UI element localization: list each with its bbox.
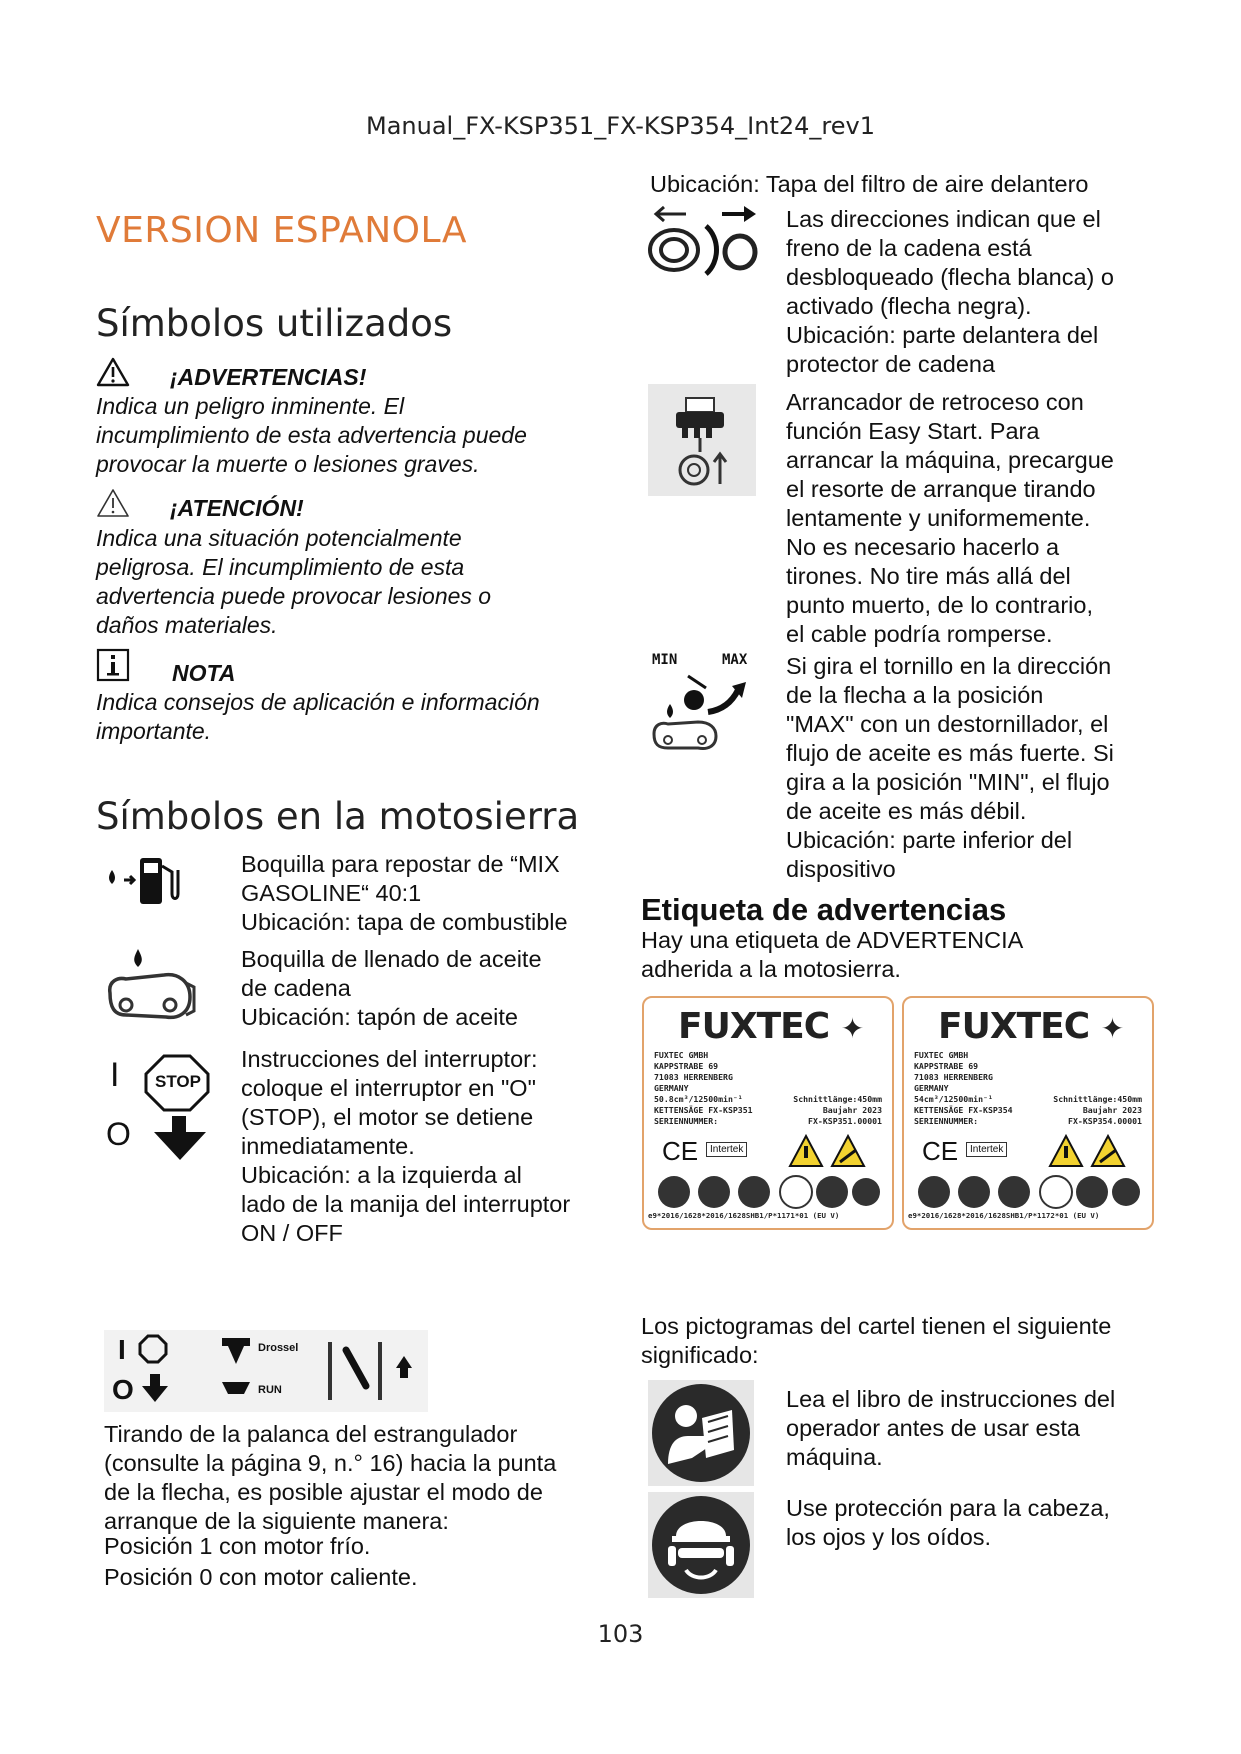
choke-on-symbol: I	[118, 1334, 126, 1365]
off-symbol: O	[106, 1116, 131, 1152]
label-specs: 50.8cm³/12500min⁻¹ Schnittlänge:450mm KETTENSÄGE FX-KSP351 Baujahr 2023 SERIENNUMMER: FX-KSP351.00001	[654, 1094, 882, 1126]
switch-icon	[106, 1050, 216, 1160]
ce-mark: CE	[922, 1136, 959, 1166]
warning-label-ksp354	[902, 996, 1154, 1230]
drossel-label: Drossel	[258, 1342, 299, 1354]
fuel-pump-icon	[100, 848, 194, 910]
min-label: MIN	[652, 652, 678, 668]
on-symbol: I	[110, 1056, 120, 1094]
intertek-mark: Intertek	[706, 1142, 747, 1157]
label-ppe-icons	[656, 1174, 880, 1210]
max-label: MAX	[722, 652, 748, 668]
symbols-used-heading: Símbolos utilizados	[96, 302, 453, 345]
fuxtec-logo: FUXTEC ✦	[678, 1006, 864, 1047]
choke-lever-icon	[104, 1330, 428, 1412]
warning-title: ¡ADVERTENCIAS!	[170, 364, 367, 390]
read-manual-icon	[648, 1380, 754, 1486]
head-eye-ear-protection-icon	[648, 1492, 754, 1598]
choke-lever-arrow-icon	[326, 1340, 422, 1404]
air-filter-location: Ubicación: Tapa del filtro de aire delantero	[650, 171, 1089, 197]
label-ppe-icons	[916, 1174, 1140, 1210]
switch-description: Instrucciones del interruptor: coloque el interruptor en "O" (STOP), el motor se detiene inmediatamente. Ubicación: a la izquierda al lado de la manija del interruptor ON / OFF	[241, 1046, 571, 1246]
choke-off-symbol: O	[112, 1374, 134, 1405]
page-number: 103	[597, 1620, 644, 1648]
warning-label-text: Hay una etiqueta de ADVERTENCIA adherida a la motosierra.	[641, 927, 1024, 982]
label-address: FUXTEC GMBH KAPPSTRABE 69 71083 HERRENBERG GERMANY	[654, 1050, 733, 1093]
down-arrow-icon	[150, 1116, 210, 1162]
choke-stop-octagon-icon	[138, 1334, 168, 1364]
chainsaw-symbols-heading: Símbolos en la motosierra	[96, 795, 580, 838]
label-address: FUXTEC GMBH KAPPSTRABE 69 71083 HERRENBERG GERMANY	[914, 1050, 993, 1093]
run-icon	[220, 1380, 252, 1402]
warning-label-ksp351	[642, 996, 894, 1230]
choke-positions: Posición 1 con motor frío. Posición 0 con motor caliente.	[104, 1533, 418, 1590]
choke-down-arrow-icon	[140, 1374, 170, 1404]
label-specs: 54cm³/12500min⁻¹ Schnittlänge:450mm KETTENSÄGE FX-KSP354 Baujahr 2023 SERIENNUMMER: FX-KSP354.00001	[914, 1094, 1142, 1126]
choke-description: Tirando de la palanca del estrangulador (consulte la página 9, n.° 16) hacia la punta de la flecha, es posible ajustar el modo de arranque de la siguiente manera:	[104, 1421, 557, 1534]
caution-description: Indica una situación potencialmente peligrosa. El incumplimiento de esta advertencia puede provocar lesiones o daños materiales.	[96, 525, 492, 638]
intertek-mark: Intertek	[966, 1142, 1007, 1157]
ce-mark: CE	[662, 1136, 699, 1166]
pictograms-intro: Los pictogramas del cartel tienen el siguiente significado:	[641, 1313, 1112, 1368]
label-cert: e9*2016/1628*2016/1628SHB1/P*1172*01 (EU V)	[908, 1211, 1100, 1220]
chain-brake-icon	[646, 204, 760, 276]
protection-description: Use protección para la cabeza, los ojos y los oídos.	[786, 1495, 1110, 1550]
run-label: RUN	[258, 1384, 282, 1396]
label-cert: e9*2016/1628*2016/1628SHB1/P*1171*01 (EU V)	[648, 1211, 840, 1220]
label-warning-icons	[788, 1134, 884, 1170]
version-title: VERSION ESPANOLA	[96, 210, 467, 251]
note-description: Indica consejos de aplicación e información importante.	[96, 689, 540, 744]
chain-brake-description: Las direcciones indican que el freno de la cadena está desbloqueado (flecha blanca) o activado (flecha negra). Ubicación: parte delantera del protector de cadena	[786, 206, 1114, 377]
recoil-starter-icon	[648, 384, 756, 496]
read-manual-description: Lea el libro de instrucciones del operador antes de usar esta máquina.	[786, 1386, 1116, 1470]
label-warning-icons	[1048, 1134, 1144, 1170]
caution-triangle-icon	[96, 487, 130, 519]
fuxtec-logo: FUXTEC ✦	[938, 1006, 1124, 1047]
document-header: Manual_FX-KSP351_FX-KSP354_Int24_rev1	[366, 112, 875, 140]
oil-description: Boquilla de llenado de aceite de cadena Ubicación: tapón de aceite	[241, 946, 542, 1030]
oil-flow-adjust-icon	[648, 650, 758, 760]
caution-title: ¡ATENCIÓN!	[170, 495, 304, 521]
info-icon	[96, 648, 130, 682]
fuel-description: Boquilla para repostar de “MIX GASOLINE“ 40:1 Ubicación: tapa de combustible	[241, 851, 568, 935]
warning-triangle-icon	[96, 356, 130, 388]
note-title: NOTA	[172, 660, 236, 686]
oil-flow-description: Si gira el tornillo en la dirección de la flecha a la posición "MAX" con un destornillador, el flujo de aceite es más fuerte. Si gira a la posición "MIN", el flujo de aceite es más débil. Ubicación: parte inferior del dispositivo	[786, 653, 1114, 882]
chain-oil-icon	[104, 945, 196, 1037]
choke-closed-icon	[220, 1336, 252, 1366]
warning-description: Indica un peligro inminente. El incumplimiento de esta advertencia puede provocar la muerte o lesiones graves.	[96, 393, 527, 477]
warning-label-heading: Etiqueta de advertencias	[641, 892, 1007, 927]
recoil-starter-description: Arrancador de retroceso con función Easy Start. Para arrancar la máquina, precargue el resorte de arranque tirando lentamente y uniformemente. No es necesario hacerlo a tirones. No tire más allá del punto muerto, de lo contrario, el cable podría romperse.	[786, 389, 1114, 647]
stop-label: STOP	[155, 1072, 201, 1091]
